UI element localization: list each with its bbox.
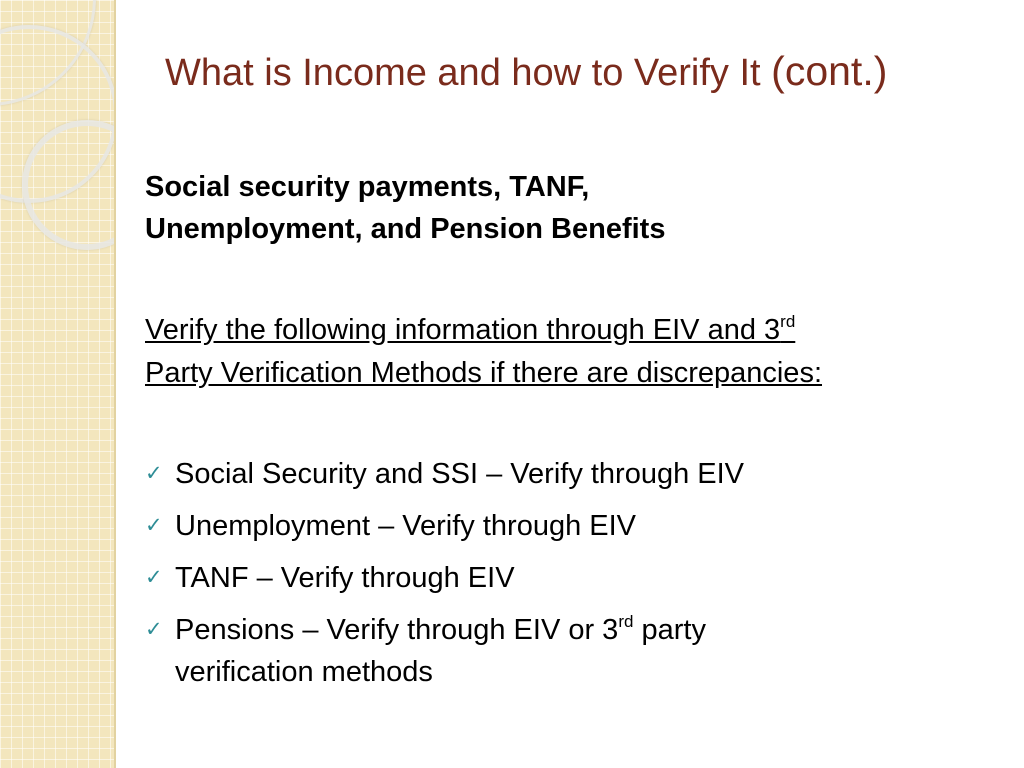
list-item-text: Unemployment – Verify through EIV	[175, 510, 637, 542]
check-icon: ✓	[145, 618, 163, 641]
list-item	[145, 609, 1005, 693]
section-heading	[145, 166, 1005, 250]
superscript: rd	[618, 612, 634, 631]
slide-title-suffix: (cont.)	[771, 48, 888, 94]
section-heading-line: Social security payments, TANF,	[145, 171, 590, 203]
check-icon: ✓	[145, 566, 163, 589]
superscript: rd	[780, 312, 796, 331]
list-item-text: verification methods	[175, 656, 433, 688]
list-item-text: Pensions – Verify through EIV or 3	[175, 614, 619, 646]
intro-text-part: Verify the following information through EIV and 3	[145, 314, 781, 346]
list-item-text: TANF – Verify through EIV	[175, 562, 515, 594]
list-item	[145, 453, 1005, 495]
list-item	[145, 557, 1005, 599]
intro-text	[145, 309, 1005, 395]
slide-title-text: What is Income and how to Verify It	[165, 52, 761, 94]
list-item-text: Social Security and SSI – Verify through EIV	[175, 458, 745, 490]
section-heading-line: Unemployment, and Pension Benefits	[145, 213, 666, 245]
check-icon: ✓	[145, 462, 163, 485]
list-item-text: party	[633, 614, 706, 646]
slide-title	[165, 48, 1005, 95]
intro-text-part: Party Verification Methods if there are discrepancies:	[145, 357, 822, 389]
decorative-side-panel	[0, 0, 116, 768]
list-item	[145, 505, 1005, 547]
checklist	[145, 453, 1005, 703]
check-icon: ✓	[145, 514, 163, 537]
